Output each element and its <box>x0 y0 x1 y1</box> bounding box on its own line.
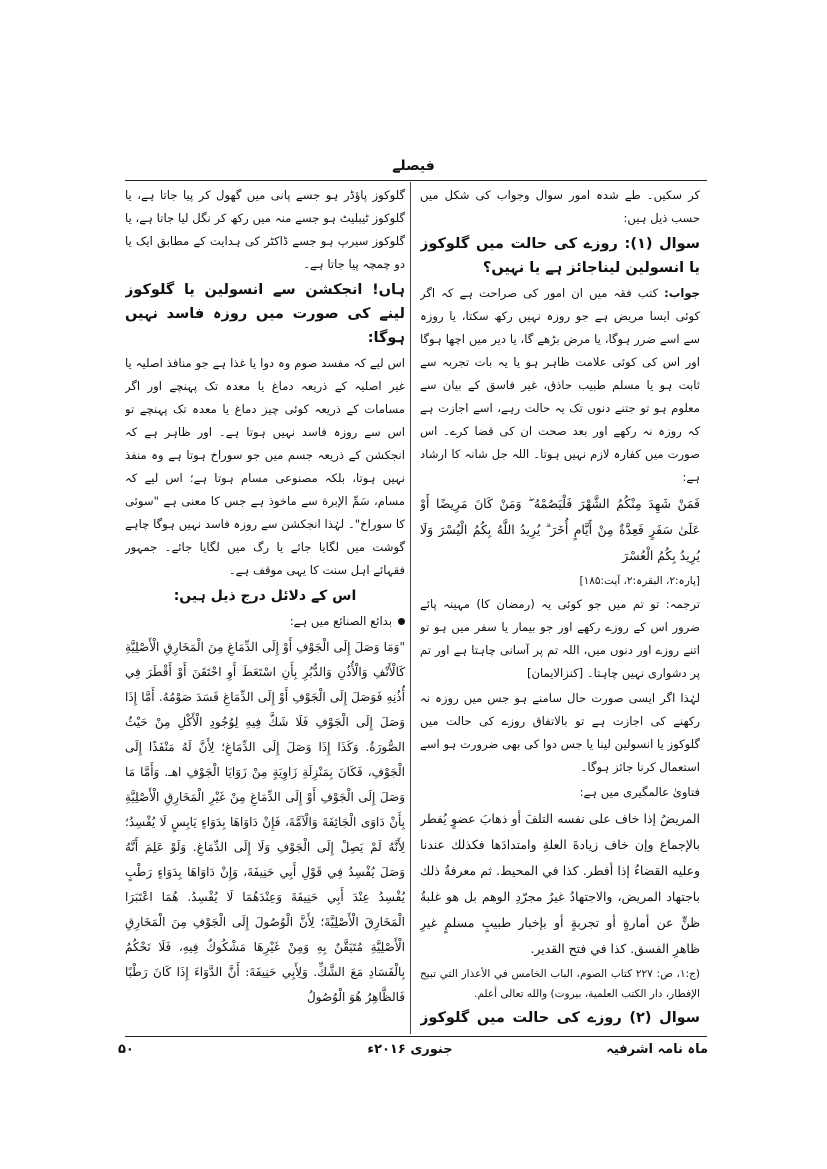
translation: ترجمہ: تو تم میں جو کوئی یہ (رمضان کا) مہینہ پائے ضرور اس کے روزے رکھے اور جو بیمار یا سفر میں ہو تو اتنے روزے اور دنوں میں، اللہ تم پر آسانی چاہتا ہے اور تم پر دشواری نہیں چاہتا۔ [کنزالایمان] <box>420 597 700 680</box>
answer-label: جواب: <box>664 286 700 300</box>
badai-label-text: بدائع الصنائع میں ہے: <box>289 614 392 628</box>
badai-quote: "وَمَا وَصَلَ إِلَى الْجَوْفِ أَوْ إِلَى الدِّمَاغِ مِنَ الْمَخَارِقِ الْأَصْلِيَّةِ كَالْأَنْفِ وَالْأُذُنِ وَالدُّبُرِ بِأَنِ اسْتَعَطَ أَوِ احْتَقَنَ أَوْ أَقْطَرَ فِي أُذُنِهِ فَوَصَلَ إِلَى الْجَوْفِ أَوْ إِلَى الدِّمَاغِ فَسَدَ صَوْمُهُ. أَمَّا إِذَا وَصَلَ إِلَى الْجَوْفِ فَلَا شَكَّ فِيهِ لِوُجُودِ الْأَكْلِ مِنْ حَيْثُ الصُّورَةُ. وَكَذَا إِذَا وَصَلَ إِلَى الدِّمَاغِ؛ لِأَنَّ لَهُ مَنْفَذًا إِلَى الْجَوْفِ، فَكَانَ بِمَنْزِلَةِ زَاوِيَةٍ مِنْ زَوَايَا الْجَوْفِ اهـ. وَأَمَّا مَا وَصَلَ إِلَى الْجَوْفِ أَوْ إِلَى الدِّمَاغِ مِنْ غَيْرِ الْمَخَارِقِ الْأَصْلِيَّةِ بِأَنْ دَاوَى الْجَائِفَةَ وَالْآمَّةَ، فَإِنْ دَاوَاهَا بِدَوَاءٍ يَابِسٍ لَا يُفْسِدُ؛ لِأَنَّهُ لَمْ يَصِلْ إِلَى الْجَوْفِ وَلَا إِلَى الدِّمَاغِ. وَلَوْ عَلِمَ أَنَّهُ وَصَلَ يُفْسِدُ فِي قَوْلِ أَبِي حَنِيفَةَ، وَإِنْ دَاوَاهَا بِدَوَاءٍ رَطْبٍ يُفْسِدُ عِنْدَ أَبِي حَنِيفَةَ وَعِنْدَهُمَا لَا يُفْسِدُ. هُمَا اعْتَبَرَا الْمَخَارِقَ الْأَصْلِيَّةَ؛ لِأَنَّ الْوُصُولَ إِلَى الْجَوْفِ مِنَ الْمَخَارِقِ الْأَصْلِيَّةِ مُتَيَقَّنٌ بِهِ وَمِنْ غَيْرِهَا مَشْكُوكٌ فِيهِ، فَلَا نَحْكُمُ بِالْفَسَادِ مَعَ الشَّكِّ. وَلِأَبِي حَنِيفَةَ: أَنَّ الدَّوَاءَ إِذَا كَانَ رَطْبًا فَالظَّاهِرُ هُوَ الْوُصُولُ <box>125 640 405 1004</box>
conclusion: لہٰذا اگر ایسی صورت حال سامنے ہو جس میں روزہ نہ رکھنے کی اجازت ہے تو بالاتفاق روزے کی حالت میں گلوکوز یا انسولین لینا یا جس دوا کی بھی ضرورت ہو اسے استعمال کرنا جائز ہوگا۔ <box>420 691 700 774</box>
injection-heading: ہاں! انجکشن سے انسولین یا گلوکوز لینے کی صورت میں روزہ فاسد نہیں ہوگا: <box>125 282 405 346</box>
footer-rule <box>125 1036 707 1037</box>
header-rule <box>125 180 707 181</box>
answer-1 <box>420 282 700 489</box>
quran-verse: فَمَنْ شَهِدَ مِنْكُمُ الشَّهْرَ فَلْيَصُمْهُ ۖ وَمَنْ كَانَ مَرِيضًا أَوْ عَلَىٰ سَفَرٍ فَعِدَّةٌ مِنْ أَيَّامٍ أُخَرَ ۗ يُرِيدُ اللَّهُ بِكُمُ الْيُسْرَ وَلَا يُرِيدُ بِكُمُ الْعُسْرَ <box>420 496 700 563</box>
fatawa-quote: المريضُ إذا خاف على نفسه التلفَ أو ذهابَ عضوٍ يُفطر بالإجماع وإن خاف زيادةَ العلةِ وامتدادَها فكذلك عندنا وعليه القضاءُ إذا أفطر. كذا في المحيط. ثم معرفةُ ذلك باجتهاد المريض، والاجتهادُ غيرُ مجرّدِ الوهم بل هو غلبةُ ظنٍّ عن أمارةٍ أو تجربةٍ أو بإخبار طبيبٍ مسلمٍ غيرِ ظاهرِ الفسق. كذا في فتح القدير. <box>420 811 700 956</box>
fatawa-reference: (ج:۱، ص: ۲۲۷ كتاب الصوم، الباب الخامس في الأعذار التي تبيح الإفطار، دار الكتب العلمية، بيروت) والله تعالى أعلم. <box>420 968 700 1000</box>
bullet-icon <box>398 618 405 625</box>
issue-date: جنوری ۲۰۱۶ء <box>367 1042 453 1057</box>
right-column <box>420 184 700 1030</box>
page-number: ۵۰ <box>118 1042 134 1057</box>
question-2-heading: سوال (۲) روزے کی حالت میں گلوکوز <box>420 1010 700 1026</box>
question-1-heading: سوال (۱): روزے کی حالت میں گلوکوز یا انسولین لیناجائز ہے یا نہیں؟ <box>420 236 700 276</box>
answer-1-text: کتب فقہ میں ان امور کی صراحت ہے کہ اگر کوئی ایسا مریض ہے جو روزہ نہیں رکھ سکتا، یا روزہ سے اسے ضرر ہوگا، یا مرض بڑھے گا، یا دیر میں اچھا ہوگا اور اس کی کوئی علامت ظاہر ہو یا یہ بات تجربہ سے ثابت ہو یا مسلم طبیب حاذق، غیر فاسق کے بیان سے معلوم ہو تو جتنے دنوں تک یہ حالت رہے، اسے اجازت ہے کہ روزہ نہ رکھے اور بعد صحت ان کی قضا کرے۔ اس صورت میں کفارہ لازم نہیں ہوتا۔ اللہ جل شانہ کا ارشاد ہے: <box>420 286 700 484</box>
evidence-heading: اس کے دلائل درج ذیل ہیں: <box>173 588 357 604</box>
left-column <box>125 184 405 1030</box>
fatawa-label: فتاویٰ عالمگیری میں ہے: <box>579 785 700 799</box>
running-header: فیصلے <box>392 158 435 174</box>
magazine-name: ماہ نامہ اشرفیہ <box>606 1042 708 1057</box>
glucose-forms-text: گلوکوز پاؤڈر ہو جسے پانی میں گھول کر پیا جاتا ہے، یا گلوکوز ٹیبلیٹ ہو جسے منہ میں رکھ کر نگل لیا جاتا ہے، یا گلوکوز سیرپ ہو جسے ڈاکٹر کی ہدایت کے مطابق ایک یا دو چمچہ پیا جاتا ہے۔ <box>125 188 405 271</box>
column-divider <box>410 182 411 1034</box>
badai-label <box>125 610 405 633</box>
intro-text: کر سکیں۔ طے شدہ امور سوال وجواب کی شکل میں حسب ذیل ہیں: <box>420 188 700 225</box>
injection-reasoning: اس لیے کہ مفسد صوم وہ دوا یا غذا ہے جو منافذ اصلیہ یا غیر اصلیہ کے ذریعہ دماغ یا معدہ تک پہنچے اور اگر مسامات کے ذریعہ کوئی چیز دماغ یا معدہ تک پہنچے تو اس سے روزہ فاسد نہیں ہوتا ہے۔ اور ظاہر ہے کہ انجکشن کے ذریعہ جسم میں جو سوراخ ہوتا ہے وہ منفذ نہیں ہوتا، بلکہ مصنوعی مسام ہوتا ہے؛ اس لیے کہ مسام، سَمِّ الإبرة سے ماخوذ ہے جس کا معنی ہے "سوئی کا سوراخ"۔ لہٰذا انجکشن سے روزہ فاسد نہیں ہوگا چاہے گوشت میں لگایا جائے یا رگ میں لگایا جائے۔ جمہور فقہائے اہل سنت کا یہی موقف ہے۔ <box>125 356 405 577</box>
quran-reference: [پارہ:۲، البقرہ:۲، آیت:۱۸۵] <box>579 575 700 587</box>
